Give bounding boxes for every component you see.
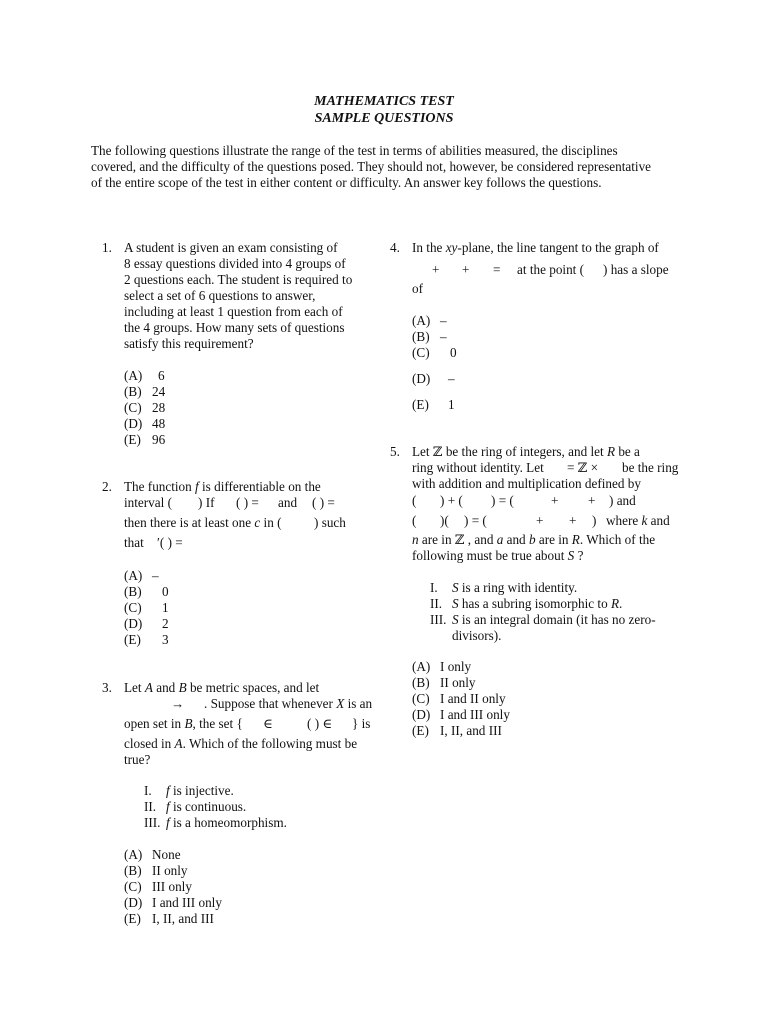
question-fragment: = ℤ × [567,460,599,475]
answer-option: (D) I and III only [124,895,222,910]
answer-option: (C) I and II only [412,691,506,706]
question-fragment: ) has a slope [603,262,669,277]
page-subtitle: SAMPLE QUESTIONS [314,111,454,126]
question-fragment: ( [412,493,417,508]
question-number: 4. [390,240,400,255]
statement: II. f is continuous. [144,799,247,814]
answer-option: (B) – [412,329,447,344]
question-fragment: ( ) ∈ [307,716,333,731]
answer-option: (C) 1 [124,600,169,615]
question-fragment: ) [592,513,597,528]
statement: III. f is a homeomorphism. [144,815,287,830]
statement: III. S is an integral domain (it has no zero- [430,612,656,627]
question-line: n are in ℤ , and a and b are in R. Which of the [412,532,656,547]
question-line: In the xy-plane, the line tangent to the graph of [412,240,659,255]
question-line: including at least 1 question from each of [124,304,343,319]
question-line: Let A and B be metric spaces, and let [124,680,320,695]
question-fragment: = [493,262,501,277]
question-fragment: + [551,493,559,508]
answer-option: (A) – [412,313,447,328]
question-fragment: → [171,696,185,711]
statement-continuation: divisors). [452,628,502,643]
question-fragment: at the point ( [517,262,585,277]
answer-option: (C) 28 [124,400,166,415]
question-fragment: open set in B, the set { [124,716,243,731]
question-text [124,240,374,352]
answer-option: (E) I, II, and III [412,723,502,738]
statement: I. f is injective. [144,783,234,798]
question-line: 8 essay questions divided into 4 groups of [124,256,346,271]
question-fragment: + [536,513,544,528]
answer-option: (D) I and III only [412,707,510,722]
question-fragment: then there is at least one c in ( [124,515,282,530]
question-number: 3. [102,680,112,695]
question-fragment: ) If [198,495,215,510]
question-fragment: where k and [606,513,670,528]
answer-option: (E) I, II, and III [124,911,214,926]
answer-option: (A) None [124,847,181,862]
question-line: The function f is differentiable on the [124,479,321,494]
question-number: 2. [102,479,112,494]
question-line: Let ℤ be the ring of integers, and let R be a [412,444,640,459]
question-line: . Suppose that whenever X is an [204,696,373,711]
answer-option: (A) 6 [124,368,165,383]
question-fragment: ) = ( [491,493,514,508]
answer-option: (B) 0 [124,584,169,599]
question-number: 1. [102,240,112,255]
question-line: closed in A. Which of the following must be [124,736,358,751]
question-fragment: be the ring [622,460,679,475]
question-fragment: ′( ) = [157,535,183,550]
question-fragment: ) = ( [464,513,487,528]
question-line: following must be true about S ? [412,548,584,563]
answer-option: (B) 24 [124,384,166,399]
answer-option: (D) 2 [124,616,169,631]
question-fragment: + [588,493,596,508]
page-title: MATHEMATICS TEST [314,94,454,109]
answer-option: (C) 0 [412,345,457,360]
answer-option: (D) 48 [124,416,166,431]
answer-option: (C) III only [124,879,192,894]
answer-option: (D) – [412,371,455,386]
question-line: satisfy this requirement? [124,336,254,351]
question-fragment: that [124,535,144,550]
question-fragment: )( [440,513,449,528]
answer-option: (A) – [124,568,159,583]
question-fragment: + [569,513,577,528]
statement: I. S is a ring with identity. [430,580,578,595]
question-fragment: ) and [609,493,636,508]
answer-option: (A) I only [412,659,472,674]
intro-paragraph: The following questions illustrate the range of the test in terms of abilities measured, the disciplines covered, and the difficulty of the questions posed. They should not, however, be considered representative of the entire scope of the test in either content or difficulty. An answer key follows the questions. [91,143,652,190]
question-fragment: ) such [314,515,346,530]
answer-option: (E) 1 [412,397,455,412]
question-fragment: + [432,262,440,277]
question-line: true? [124,752,151,767]
question-fragment: ( ) = [312,495,335,510]
question-line: select a set of 6 questions to answer, [124,288,316,303]
question-line: the 4 groups. How many sets of questions [124,320,345,335]
question-fragment: ( [412,513,417,528]
question-line: 2 questions each. The student is required to [124,272,353,287]
question-fragment: ) + ( [440,493,463,508]
question-fragment: ring without identity. Let [412,460,544,475]
answer-option: (B) II only [124,863,188,878]
question-fragment: + [462,262,470,277]
question-fragment: of [412,281,423,296]
question-fragment: } is [352,716,371,731]
question-line: A student is given an exam consisting of [124,240,338,255]
answer-option: (B) II only [412,675,476,690]
answer-option: (E) 96 [124,432,166,447]
statement: II. S has a subring isomorphic to R. [430,596,623,611]
question-line: with addition and multiplication defined by [412,476,641,491]
question-number: 5. [390,444,400,459]
answer-option: (E) 3 [124,632,169,647]
question-fragment: ∈ [263,716,273,731]
question-fragment: ( ) = [236,495,259,510]
question-fragment: and [278,495,298,510]
question-fragment: interval ( [124,495,172,510]
